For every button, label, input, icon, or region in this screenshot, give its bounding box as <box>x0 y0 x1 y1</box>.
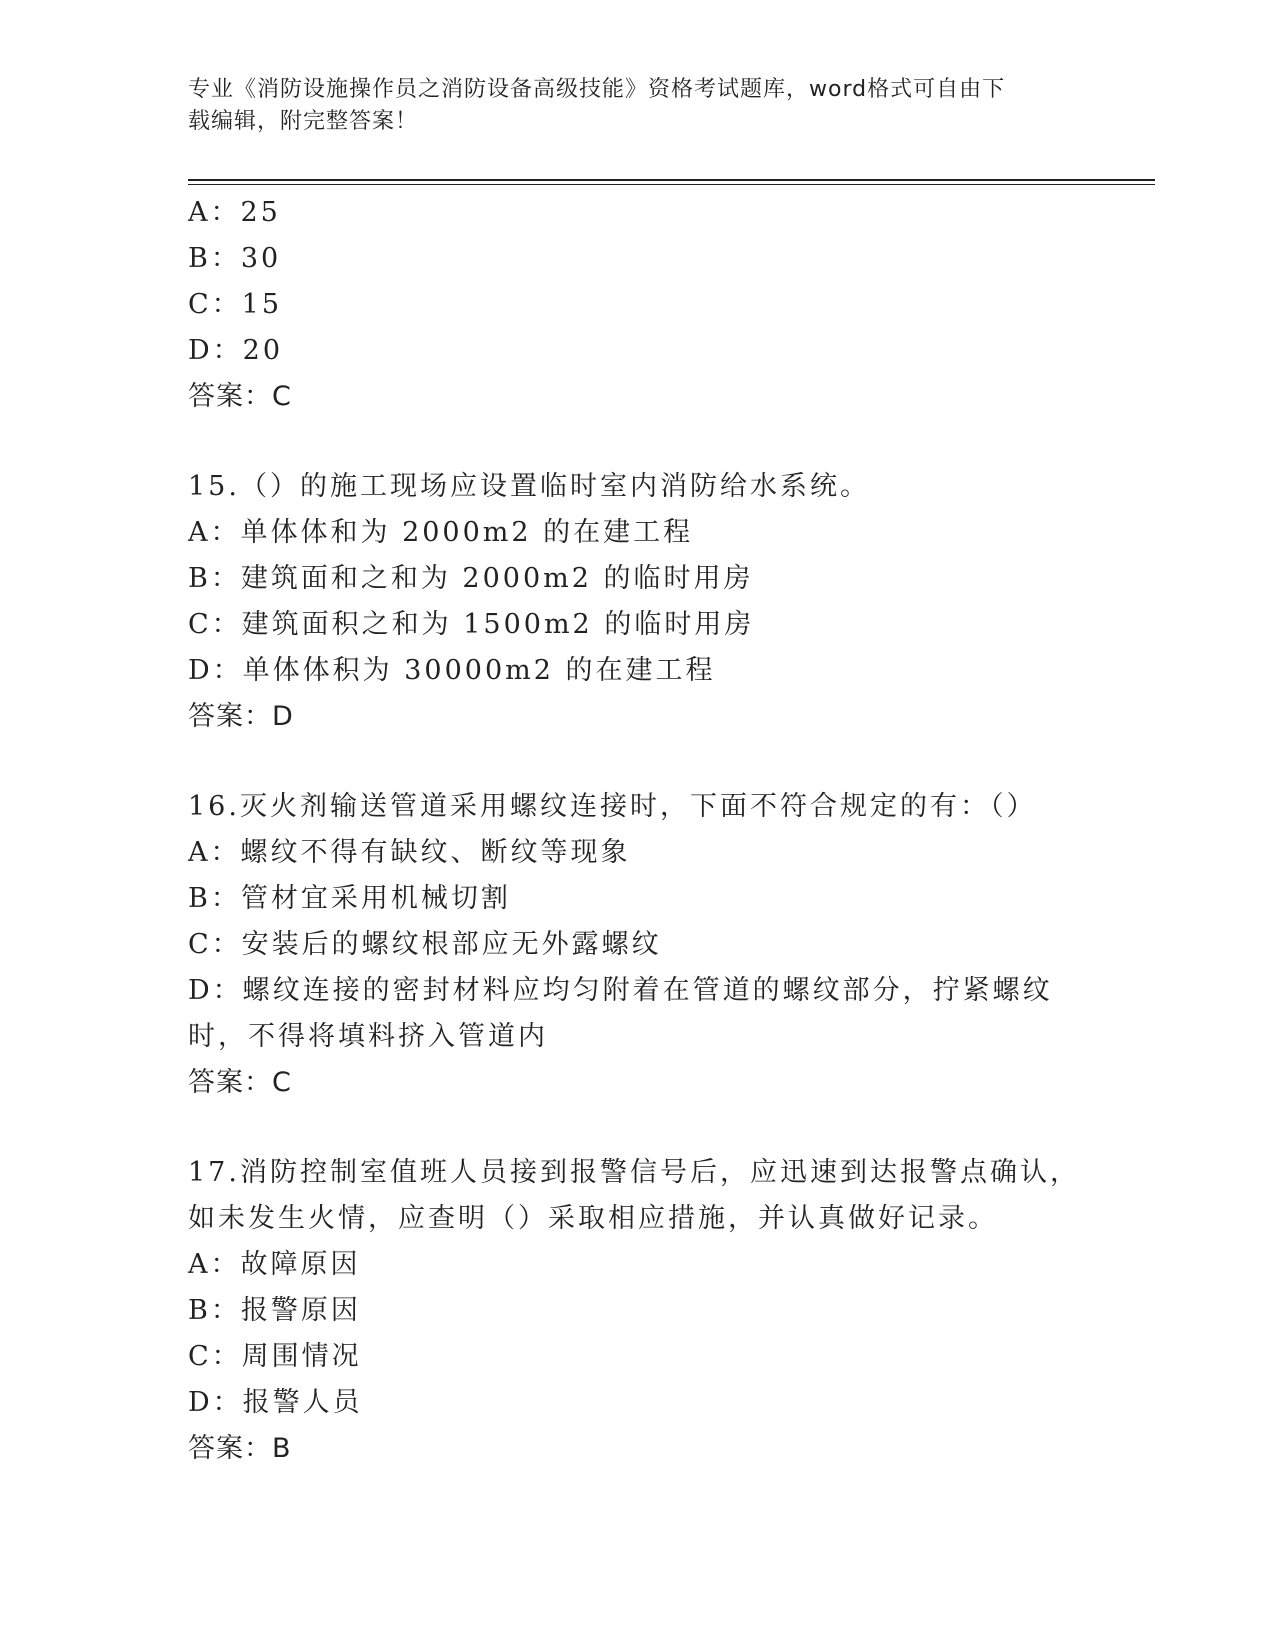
answer-line: 答案：D <box>188 701 294 732</box>
spacer <box>188 1106 1088 1150</box>
spacer <box>188 740 1088 784</box>
question-14-tail <box>188 190 1088 420</box>
question-15 <box>188 464 1088 740</box>
answer-line: 答案：C <box>188 381 292 412</box>
option-c: C：建筑面积之和为 1500m2 的临时用房 <box>188 609 755 640</box>
option-a: A：故障原因 <box>188 1249 361 1280</box>
option-b: B：30 <box>188 243 282 274</box>
answer-line: 答案：C <box>188 1067 292 1098</box>
option-b: B：建筑面和之和为 2000m2 的临时用房 <box>188 563 754 594</box>
option-d: D：20 <box>188 335 284 366</box>
spacer <box>188 420 1088 464</box>
option-a: A：螺纹不得有缺纹、断纹等现象 <box>188 837 631 868</box>
option-b: B：管材宜采用机械切割 <box>188 883 511 914</box>
option-a: A：单体体和为 2000m2 的在建工程 <box>188 517 694 548</box>
question-stem: 16.灭火剂输送管道采用螺纹连接时，下面不符合规定的有：（） <box>188 791 1037 822</box>
question-17 <box>188 1150 1088 1472</box>
header-divider-thin <box>188 184 1155 185</box>
option-a: A：25 <box>188 197 281 228</box>
question-stem: 15.（）的施工现场应设置临时室内消防给水系统。 <box>188 471 870 502</box>
header-line-2: 载编辑，附完整答案！ <box>188 109 419 134</box>
page-header <box>188 74 1088 138</box>
question-list <box>188 190 1088 1472</box>
option-d: D：报警人员 <box>188 1387 363 1418</box>
option-c: C：安装后的螺纹根部应无外露螺纹 <box>188 929 662 960</box>
question-16 <box>188 784 1088 1106</box>
header-line-1: 专业《消防设施操作员之消防设备高级技能》资格考试题库，word格式可自由下 <box>188 77 1006 102</box>
header-divider-thick <box>188 179 1155 181</box>
option-c: C：15 <box>188 289 283 320</box>
option-c: C：周围情况 <box>188 1341 362 1372</box>
question-stem: 17.消防控制室值班人员接到报警信号后，应迅速到达报警点确认，如未发生火情，应查明（）采取相应措施，并认真做好记录。 <box>188 1157 1080 1234</box>
answer-line: 答案：B <box>188 1433 292 1464</box>
option-d: D：单体体积为 30000m2 的在建工程 <box>188 655 716 686</box>
option-b: B：报警原因 <box>188 1295 361 1326</box>
option-d: D：螺纹连接的密封材料应均匀附着在管道的螺纹部分，拧紧螺纹时，不得将填料挤入管道内 <box>188 975 1053 1052</box>
